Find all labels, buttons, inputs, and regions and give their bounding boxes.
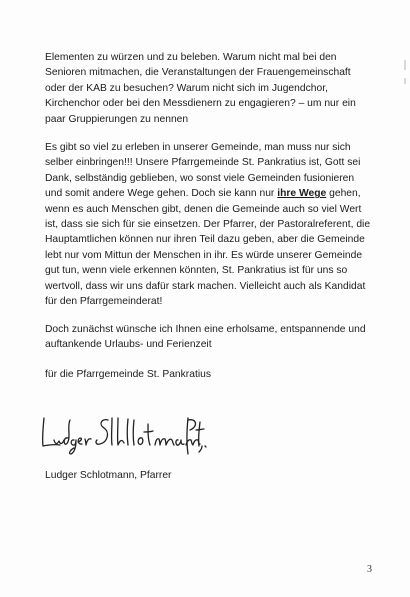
text-line: für die Pfarrgemeinde St. Pankratius [45,369,211,380]
text-line: Senioren mitmachen, die Veranstaltungen der Frauengemeinschaft [45,67,351,79]
paragraph-wishes [45,322,385,353]
paragraph-groups [45,50,385,127]
text-line: Kirchenchor oder bei den Messdienern zu engagieren? – um nur ein [45,98,356,110]
handwritten-signature [38,410,208,458]
text-line: Elementen zu würzen und zu beleben. Warum nicht mal bei den [45,52,337,63]
scan-artifact [404,78,406,84]
closing-line [45,367,385,382]
text-line: selber einbringen!!! Unsere Pfarrgemeinde St. Pankratius ist, Gott sei [45,157,361,169]
text-line: wenn es auch Menschen gibt, denen die Gemeinde auch so viel Wert [45,203,362,215]
paragraph-community [45,140,385,309]
text-line: Doch zunächst wünsche ich Ihnen eine erholsame, entspannende und [45,324,366,335]
text-line-with-emphasis [45,186,385,201]
signatory-name [45,468,385,483]
text-line: paar Gruppierungen zu nennen [45,113,189,125]
text-line: Es gibt so viel zu erleben in unserer Gemeinde, man muss nur sich [45,142,351,153]
text-line: Ludger Schlotmann, Pfarrer [45,470,172,481]
page-number: 3 [367,564,372,575]
text-line: Dank, selbständig geblieben, wo sonst viele Gemeinden fusionieren [45,172,355,184]
text-line: wertvoll, dass wir uns dafür stark machen. Vielleicht auch als Kandidat [45,280,366,292]
text-line: lebt nur vom Mittun der Menschen in ihr. Es würde unserer Gemeinde [45,249,363,261]
scan-artifact [404,60,406,70]
text-line: ist, dass sie sich für sie einsetzen. Der Pfarrer, der Pastoralreferent, die [45,219,371,231]
emphasis-ihre-wege: ihre Wege [277,188,327,200]
text-line: Hauptamtlichen können nur ihren Teil dazu geben, aber die Gemeinde [45,234,365,246]
text-line: für den Pfarrgemeinderat! [45,296,163,308]
text-line: gut tun, wenn viele erkennen könnten, St. Pankratius ist für uns so [45,265,348,277]
text-segment: gehen, [326,188,361,200]
text-line: auftankende Urlaubs- und Ferienzeit [45,339,212,351]
text-segment: und somit andere Wege gehen. Doch sie kann nur [45,188,275,200]
text-line: oder der KAB zu besuchen? Warum nicht sich im Jugendchor, [45,82,328,94]
